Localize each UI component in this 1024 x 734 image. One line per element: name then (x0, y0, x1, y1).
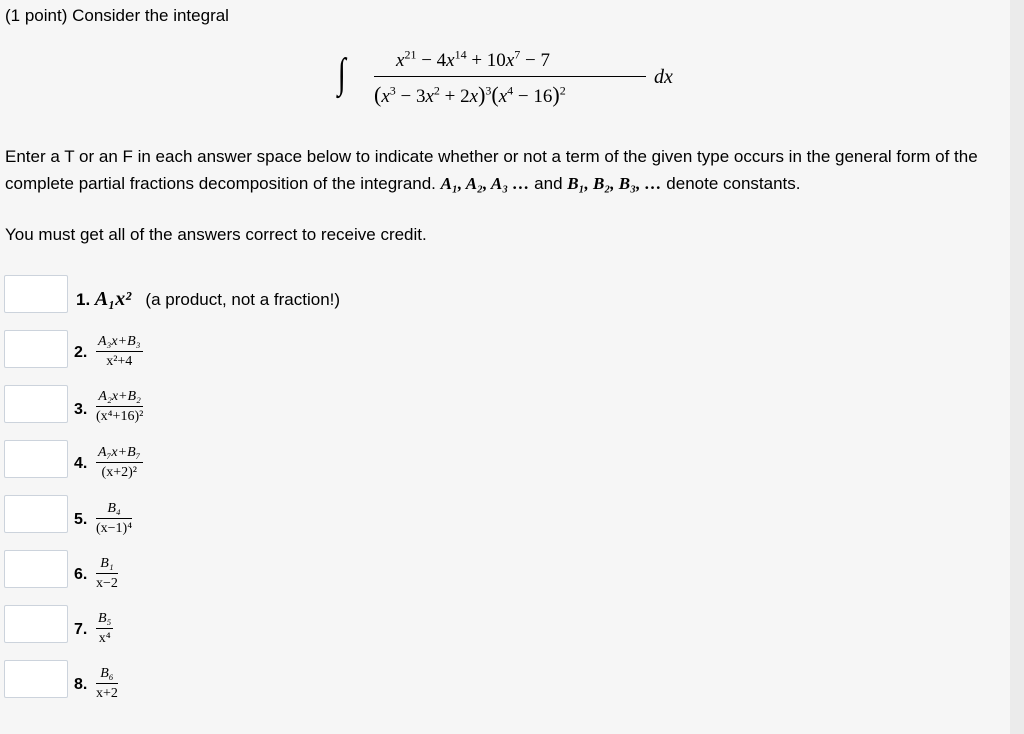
item-2-fraction: $\frac{\text{A₃x+B₃}}{\text{x²+4}}$ (98, 334, 141, 369)
item-8-fraction: $\frac{\text{B₆}}{x+2}$ (96, 666, 118, 701)
integral-denominator: $(x^3 - 3x^2 + 2x)^3(x^4 - 16)^2$ (374, 82, 566, 107)
answer-input-6[interactable] (4, 550, 68, 588)
constants-a: A₁, A₂, A₃ … (440, 174, 530, 193)
item-1-note: (a product, not a fraction!) (145, 290, 341, 309)
item-4-fraction: $\frac{\text{A₇x+B₇}}{\text{(x+2)²}}$ (98, 445, 141, 480)
page-edge (1010, 0, 1024, 734)
integral-expression (336, 42, 696, 122)
answer-input-5[interactable] (4, 495, 68, 533)
answer-input-4[interactable] (4, 440, 68, 478)
instructions-text: Enter a T or an F in each answer space below to indicate whether or not a term of the given type occurs in the general form of the complete partial fractions decomposition of the integrand. A₁, A₂, A₃ … and B₁, B₂, B₃, … denote constants. (5, 147, 978, 193)
constants-b: B₁, B₂, B₃, … (567, 174, 662, 193)
item-7-number: 7. (74, 621, 88, 638)
integral-dx: dx (654, 66, 673, 88)
item-7-fraction: $\frac{\text{B₅}}{\text{x⁴}}$ (98, 611, 112, 646)
item-5-fraction: $\frac{\text{B₄}}{\text{(x−1)⁴}}$ (96, 501, 133, 536)
problem-header: (1 point) Consider the integral (5, 6, 229, 25)
answer-input-8[interactable] (4, 660, 68, 698)
answer-input-7[interactable] (4, 605, 68, 643)
item-6-fraction: $\frac{\text{B₁}}{x-2}$ (96, 556, 118, 591)
answer-input-3[interactable] (4, 385, 68, 423)
integral-numerator: $x^{21} - 4x^{14} + 10x^7 - 7$ (396, 47, 550, 71)
answer-input-2[interactable] (4, 330, 68, 368)
answer-input-1[interactable] (4, 275, 68, 313)
item-1: 1. A₁x² (a product, not a fraction!) (76, 288, 341, 310)
item-8-number: 8. (74, 676, 88, 693)
item-3-number: 3. (74, 401, 88, 418)
item-2-number: 2. (74, 344, 88, 361)
credit-note: You must get all of the answers correct to receive credit. (5, 225, 427, 244)
item-6-number: 6. (74, 566, 88, 583)
item-4-number: 4. (74, 455, 88, 472)
item-5-number: 5. (74, 511, 88, 528)
integral-sign: ∫ (337, 51, 346, 97)
item-1-expression: A₁x² (94, 288, 132, 310)
integral-fraction-bar (374, 76, 646, 77)
item-3-fraction: $\frac{\text{A₂x+B₂}}{\text{(x⁴+16)²}}$ (96, 389, 144, 424)
